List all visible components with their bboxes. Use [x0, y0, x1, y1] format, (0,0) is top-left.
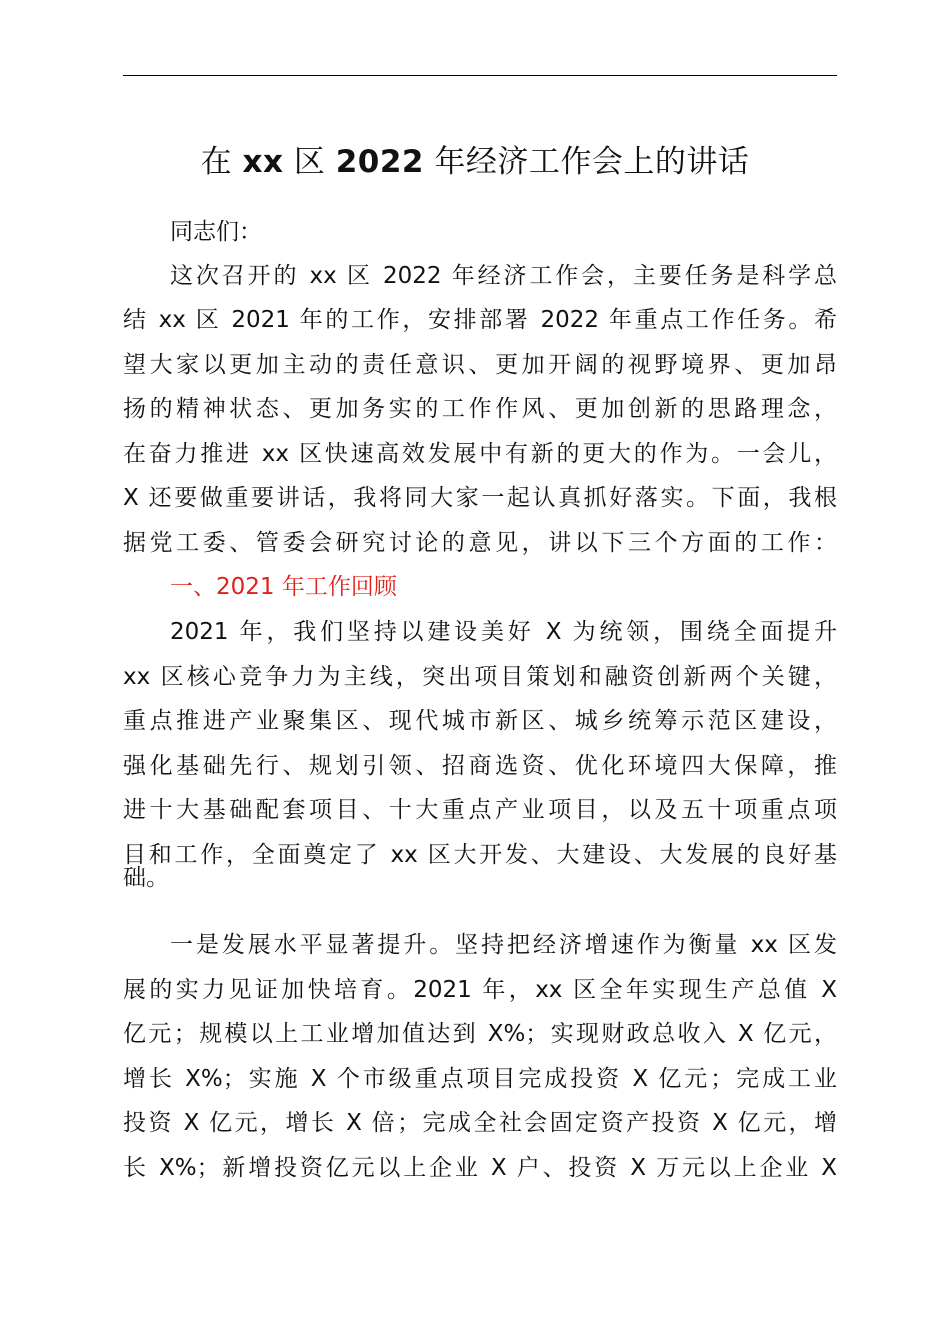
paragraph-line: 扬的精神状态、更加务实的工作作风、更加创新的思路理念， [123, 396, 837, 422]
document-title: 在 xx 区 2022 年经济工作会上的讲话 [200, 144, 750, 180]
top-rule [123, 75, 837, 76]
paragraph-line: 目和工作，全面奠定了 xx 区大开发、大建设、大发展的良好基 [123, 842, 837, 868]
paragraph-line: 在奋力推进 xx 区快速高效发展中有新的更大的作为。一会儿， [123, 441, 837, 467]
section-heading: 一、2021 年工作回顾 [170, 574, 397, 600]
paragraph-line: 望大家以更加主动的责任意识、更加开阔的视野境界、更加昂 [123, 352, 837, 378]
paragraph-line: 长 X%；新增投资亿元以上企业 X 户、投资 X 万元以上企业 X [123, 1155, 837, 1181]
paragraph-line: 据党工委、管委会研究讨论的意见，讲以下三个方面的工作： [123, 530, 837, 556]
paragraph-line: 础。 [123, 865, 169, 891]
paragraph-line: 结 xx 区 2021 年的工作，安排部署 2022 年重点工作任务。希 [123, 307, 837, 333]
paragraph-line: 增长 X%；实施 X 个市级重点项目完成投资 X 亿元；完成工业 [123, 1066, 837, 1092]
paragraph-line: 进十大基础配套项目、十大重点产业项目，以及五十项重点项 [123, 797, 837, 823]
paragraph-line: 重点推进产业聚集区、现代城市新区、城乡统筹示范区建设， [123, 708, 837, 734]
paragraph-line: 强化基础先行、规划引领、招商选资、优化环境四大保障，推 [123, 753, 837, 779]
paragraph-line: 亿元；规模以上工业增加值达到 X%；实现财政总收入 X 亿元， [123, 1021, 837, 1047]
paragraph-line: 2021 年，我们坚持以建设美好 X 为统领，围绕全面提升 [170, 619, 837, 645]
salutation: 同志们： [170, 219, 262, 245]
paragraph-line: 一是发展水平显著提升。坚持把经济增速作为衡量 xx 区发 [170, 932, 837, 958]
paragraph-line: xx 区核心竞争力为主线，突出项目策划和融资创新两个关键， [123, 664, 837, 690]
paragraph-line: 这次召开的 xx 区 2022 年经济工作会，主要任务是科学总 [170, 263, 837, 289]
paragraph-line: 展的实力见证加快培育。2021 年，xx 区全年实现生产总值 X [123, 977, 837, 1003]
paragraph-line: X 还要做重要讲话，我将同大家一起认真抓好落实。下面，我根 [123, 485, 837, 511]
paragraph-line: 投资 X 亿元，增长 X 倍；完成全社会固定资产投资 X 亿元，增 [123, 1110, 837, 1136]
